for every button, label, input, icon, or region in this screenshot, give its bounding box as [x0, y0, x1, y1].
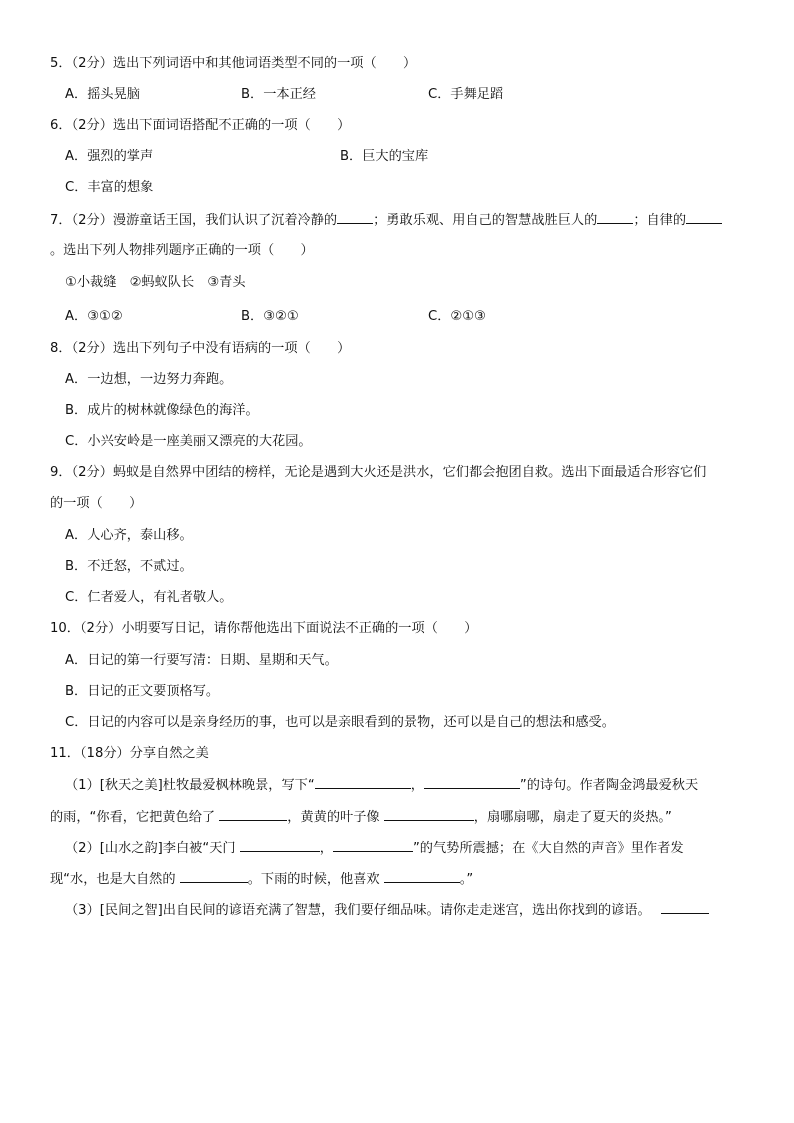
answer-blank[interactable] — [219, 807, 287, 821]
answer-blank[interactable] — [597, 210, 633, 224]
q9-stem-line2: 的一项（ ） — [50, 496, 143, 511]
q11-part2-line1: （2）[山水之韵]李白被“天门 ， ”的气势所震撼；在《大自然的声音》里作者发 — [65, 838, 684, 859]
q7-stem-line2: 。选出下列人物排列题序正确的一项（ ） — [50, 243, 314, 258]
q6-stem: 6．（2分）选出下面词语搭配不正确的一项（ ） — [50, 118, 351, 133]
answer-blank[interactable] — [333, 838, 413, 852]
q10-stem: 10．（2分）小明要写日记，请你帮他选出下面说法不正确的一项（ ） — [50, 621, 478, 636]
answer-blank[interactable] — [180, 869, 248, 883]
q11-stem: 11．（18分）分享自然之美 — [50, 746, 209, 761]
q5-option-c: C．手舞足蹈 — [428, 87, 504, 102]
q6-option-b: B．巨大的宝库 — [340, 149, 429, 164]
q5-option-a: A．摇头晃脑 — [65, 87, 140, 102]
answer-blank[interactable] — [424, 775, 520, 789]
q11-part3: （3）[民间之智]出自民间的谚语充满了智慧，我们要仔细品味。请你走走迷宫，选出你找到的谚语。 — [65, 900, 709, 921]
q9-option-b: B．不迁怒，不贰过。 — [65, 559, 193, 574]
q11-part1-line1: （1）[秋天之美]杜牧最爱枫林晚景，写下“ ， ”的诗句。作者陶金鸿最爱秋天 — [65, 775, 698, 796]
q10-option-c: C．日记的内容可以是亲身经历的事，也可以是亲眼看到的景物，还可以是自己的想法和感受。 — [65, 715, 615, 730]
q9-option-a: A．人心齐，泰山移。 — [65, 528, 193, 543]
answer-blank[interactable] — [686, 210, 722, 224]
q6-option-a: A．强烈的掌声 — [65, 149, 154, 164]
q5-stem: 5．（2分）选出下列词语中和其他词语类型不同的一项（ ） — [50, 56, 417, 71]
answer-blank[interactable] — [240, 838, 320, 852]
answer-blank[interactable] — [315, 775, 411, 789]
q7-stem-line1: 7．（2分）漫游童话王国，我们认识了沉着冷静的 ；勇敢乐观、用自己的智慧战胜巨人的 ；自律的 — [50, 210, 722, 231]
q7-items: ①小裁缝 ②蚂蚁队长 ③青头 — [65, 275, 246, 290]
answer-blank[interactable] — [384, 869, 460, 883]
q9-option-c: C．仁者爱人，有礼者敬人。 — [65, 590, 233, 605]
q5-option-b: B．一本正经 — [241, 87, 316, 102]
q11-part2-line2: 现“水，也是大自然的 。下雨的时候，他喜欢 。” — [50, 869, 473, 890]
q6-option-c: C．丰富的想象 — [65, 180, 154, 195]
q8-stem: 8．（2分）选出下列句子中没有语病的一项（ ） — [50, 341, 351, 356]
q8-option-b: B．成片的树林就像绿色的海洋。 — [65, 403, 259, 418]
q10-option-b: B．日记的正文要顶格写。 — [65, 684, 220, 699]
q7-option-c: C．②①③ — [428, 309, 486, 324]
q7-option-b: B．③②① — [241, 309, 299, 324]
answer-blank[interactable] — [337, 210, 373, 224]
q9-stem-line1: 9．（2分）蚂蚁是自然界中团结的榜样，无论是遇到大火还是洪水，它们都会抱团自救。选出下面最适合形容它们 — [50, 465, 707, 480]
answer-blank[interactable] — [661, 900, 709, 914]
answer-blank[interactable] — [384, 807, 474, 821]
q8-option-c: C．小兴安岭是一座美丽又漂亮的大花园。 — [65, 434, 312, 449]
q10-option-a: A．日记的第一行要写清：日期、星期和天气。 — [65, 653, 338, 668]
q8-option-a: A．一边想，一边努力奔跑。 — [65, 372, 233, 387]
q7-option-a: A．③①② — [65, 309, 123, 324]
q11-part1-line2: 的雨，“你看，它把黄色给了 ，黄黄的叶子像 ，扇哪扇哪，扇走了夏天的炎热。” — [50, 807, 672, 828]
